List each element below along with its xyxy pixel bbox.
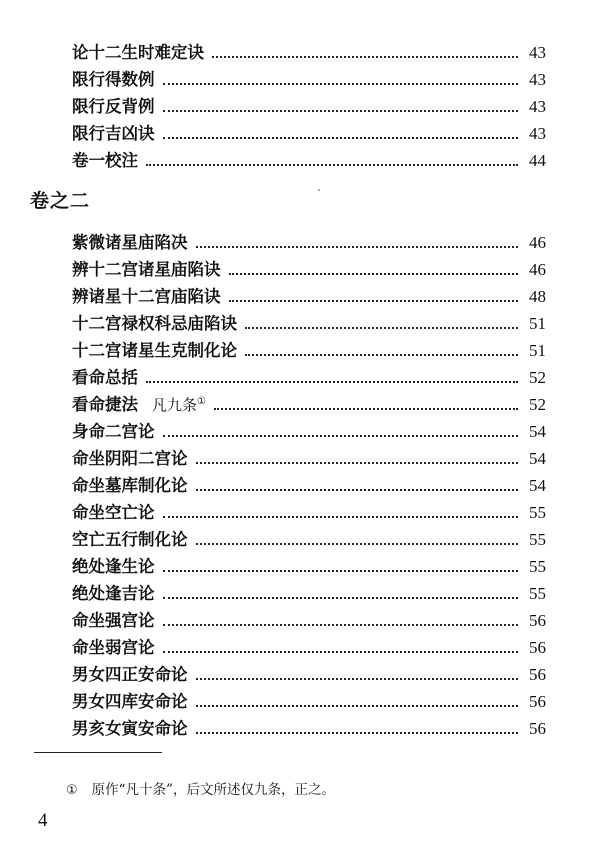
toc-entry-title: 论十二生时难定诀 — [72, 43, 204, 62]
dot-leader — [196, 489, 519, 491]
toc-entry-title: 男亥女寅安命论 — [72, 719, 188, 738]
toc-entry[interactable] — [72, 255, 546, 281]
footnote-reference[interactable]: ① — [197, 396, 206, 407]
toc-entry-page: 48 — [529, 287, 546, 306]
chapter-heading: 卷之二 — [30, 190, 91, 212]
toc-entry[interactable] — [72, 606, 546, 632]
toc-entry-title: 空亡五行制化论 — [72, 530, 188, 549]
toc-entry-page: 56 — [529, 665, 546, 684]
toc-entry-title: 限行得数例 — [72, 70, 155, 89]
toc-entry-title: 看命捷法 — [72, 395, 138, 414]
toc-entry[interactable] — [72, 336, 546, 362]
toc-entry-title: 限行反背例 — [72, 97, 155, 116]
dot-leader — [163, 516, 519, 518]
dot-leader — [163, 435, 519, 437]
toc-entry-title: 辨十二宫诸星庙陷诀 — [72, 260, 221, 279]
toc-entry[interactable] — [72, 417, 546, 443]
dot-leader — [229, 300, 519, 302]
toc-entry-page: 55 — [529, 503, 546, 522]
dot-leader — [245, 354, 518, 356]
toc-entry-page: 56 — [529, 638, 546, 657]
toc-entry-page: 56 — [529, 719, 546, 738]
toc-entry-title: 命坐墓库制化论 — [72, 476, 188, 495]
dot-leader — [212, 56, 518, 58]
toc-entry[interactable] — [72, 228, 546, 254]
dot-leader — [214, 408, 518, 410]
toc-entry-title: 命坐阴阳二宫论 — [72, 449, 188, 468]
dot-leader — [196, 678, 519, 680]
toc-entry[interactable] — [72, 38, 546, 64]
dot-leader — [196, 543, 519, 545]
dot-leader — [163, 570, 519, 572]
toc-entry-title: 命坐空亡论 — [72, 503, 155, 522]
toc-entry-page: 51 — [529, 314, 546, 333]
dot-leader — [196, 246, 519, 248]
dot-leader — [163, 651, 519, 653]
dot-leader — [163, 110, 519, 112]
toc-entry[interactable] — [72, 309, 546, 335]
toc-entry[interactable] — [72, 552, 546, 578]
toc-entry-page: 52 — [529, 368, 546, 387]
toc-entry[interactable] — [72, 390, 546, 416]
toc-entry-page: 54 — [529, 476, 546, 495]
toc-entry-note-text: 凡九条 — [152, 396, 198, 414]
toc-entry-title: 身命二宫论 — [72, 422, 155, 441]
toc-entry-page: 43 — [529, 97, 546, 116]
toc-entry-page: 55 — [529, 584, 546, 603]
toc-entry[interactable] — [72, 363, 546, 389]
toc-entry-page: 54 — [529, 449, 546, 468]
toc-entry[interactable] — [72, 498, 546, 524]
toc-entry-title: 男女四库安命论 — [72, 692, 188, 711]
dot-leader — [245, 327, 518, 329]
toc-entry-title: 看命总括 — [72, 368, 138, 387]
toc-entry-page: 46 — [529, 260, 546, 279]
toc-entry-title: 辨诸星十二宫庙陷诀 — [72, 287, 221, 306]
toc-entry-title: 绝处逢生论 — [72, 557, 155, 576]
toc-entry-page: 55 — [529, 557, 546, 576]
toc-entry[interactable] — [72, 146, 546, 172]
toc-entry-title: 命坐强宫论 — [72, 611, 155, 630]
toc-entry[interactable] — [72, 471, 546, 497]
toc-entry-title: 男女四正安命论 — [72, 665, 188, 684]
toc-entry-title: 绝处逢吉论 — [72, 584, 155, 603]
toc-entry-page: 43 — [529, 70, 546, 89]
toc-entry[interactable] — [72, 525, 546, 551]
dot-leader — [146, 164, 518, 166]
dot-leader — [196, 732, 519, 734]
toc-entry-title: 十二宫诸星生克制化论 — [72, 341, 237, 360]
toc-entry-page: 46 — [529, 233, 546, 252]
page-number: 4 — [38, 810, 48, 831]
toc-entry[interactable] — [72, 92, 546, 118]
dot-leader — [196, 462, 519, 464]
dot-leader — [146, 381, 518, 383]
footnote-text: 原作“凡十条”，后文所述仅九条，正之。 — [91, 782, 335, 798]
toc-entry-title: 紫微诸星庙陷决 — [72, 233, 188, 252]
toc-entry-page: 44 — [529, 151, 546, 170]
toc-entry[interactable] — [72, 444, 546, 470]
toc-entry[interactable] — [72, 714, 546, 740]
print-fleck — [318, 189, 320, 191]
toc-entry-page: 52 — [529, 395, 546, 414]
toc-entry[interactable] — [72, 119, 546, 145]
toc-entry-page: 43 — [529, 43, 546, 62]
footnote-mark: ① — [66, 783, 78, 798]
toc-entry-page: 56 — [529, 692, 546, 711]
footnote-rule — [34, 752, 162, 753]
toc-entry-page: 43 — [529, 124, 546, 143]
toc-entry[interactable] — [72, 660, 546, 686]
dot-leader — [163, 597, 519, 599]
dot-leader — [163, 624, 519, 626]
toc-entry-title: 限行吉凶诀 — [72, 124, 155, 143]
toc-entry-page: 54 — [529, 422, 546, 441]
toc-entry[interactable] — [72, 579, 546, 605]
toc-entry-page: 55 — [529, 530, 546, 549]
toc-entry-page: 51 — [529, 341, 546, 360]
toc-entry[interactable] — [72, 282, 546, 308]
toc-entry-title: 卷一校注 — [72, 151, 138, 170]
dot-leader — [196, 705, 519, 707]
dot-leader — [229, 273, 519, 275]
toc-entry-title: 命坐弱宫论 — [72, 638, 155, 657]
toc-entry[interactable] — [72, 687, 546, 713]
footnote — [66, 778, 335, 798]
toc-entry[interactable] — [72, 65, 546, 91]
toc-entry-title: 十二宫禄权科忌庙陷诀 — [72, 314, 237, 333]
toc-entry-page: 56 — [529, 611, 546, 630]
dot-leader — [163, 83, 519, 85]
dot-leader — [163, 137, 519, 139]
toc-entry[interactable] — [72, 633, 546, 659]
toc-entry-note — [152, 391, 206, 416]
